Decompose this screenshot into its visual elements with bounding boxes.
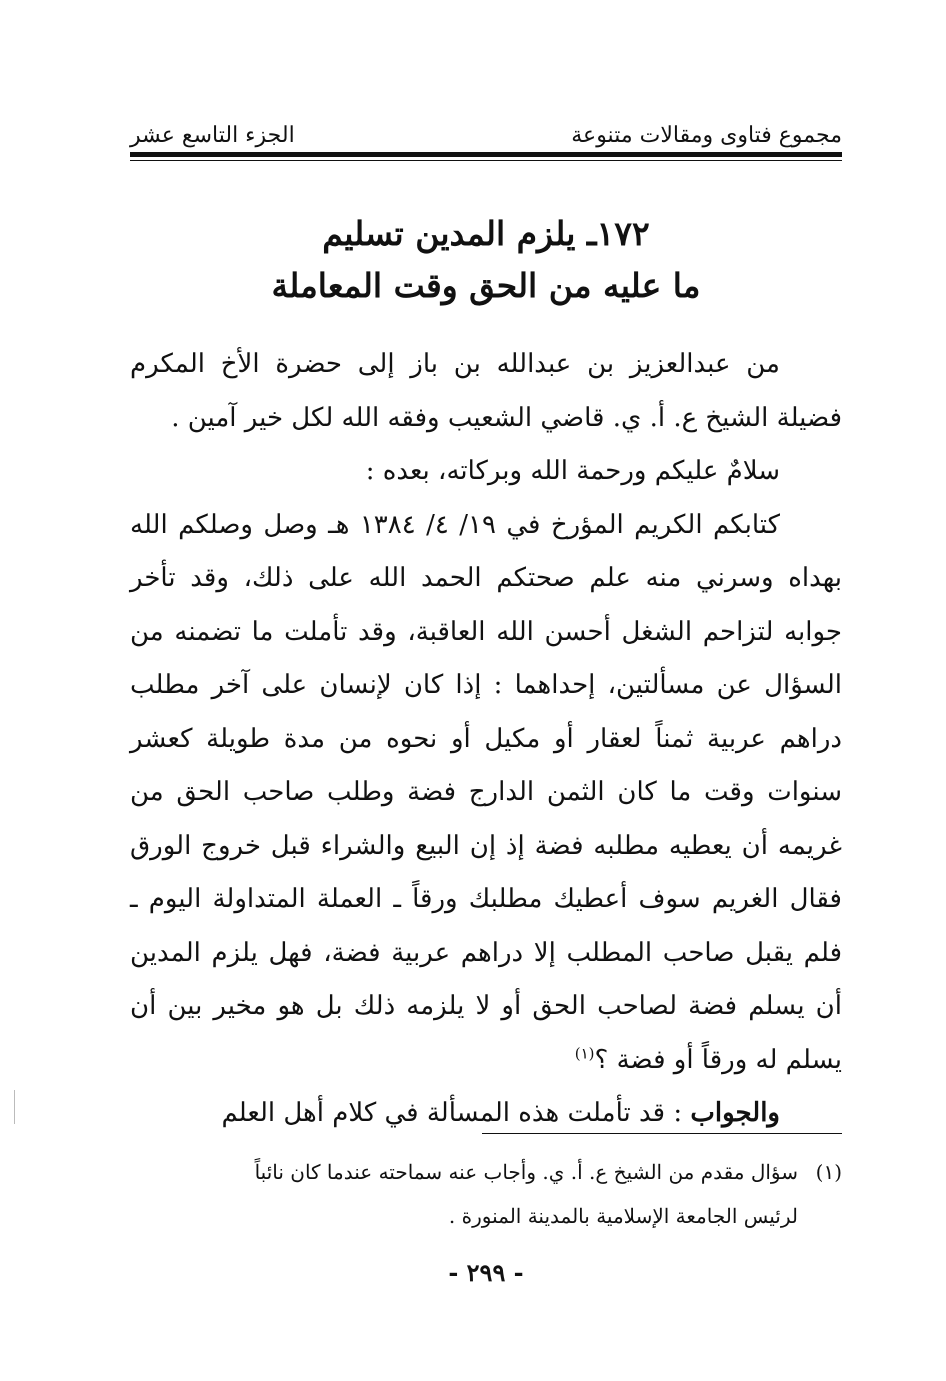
paragraph-salutation: من عبدالعزيز بن عبدالله بن باز إلى حضرة الأخ المكرم فضيلة الشيخ ع. أ. ي. قاضي الشعيب وفقه الله لكل خير آمين . bbox=[130, 349, 842, 433]
footnote-text-1: سؤال مقدم من الشيخ ع. أ. ي. وأجاب عنه سماحته عندما كان نائباً bbox=[254, 1160, 798, 1184]
footnote-number: (١) bbox=[815, 1160, 842, 1184]
header-rule-thin bbox=[130, 160, 842, 161]
answer-text: : قد تأملت هذه المسألة في كلام أهل العلم bbox=[221, 1098, 691, 1128]
footnote bbox=[130, 1150, 842, 1238]
header-volume: الجزء التاسع عشر bbox=[130, 123, 295, 148]
paragraph-greeting: سلامٌ عليكم ورحمة الله وبركاته، بعده : bbox=[365, 456, 780, 486]
article-title-line-2: ما عليه من الحق وقت المعاملة bbox=[271, 266, 701, 305]
footnote-separator bbox=[482, 1133, 842, 1134]
footnote-ref: (١) bbox=[574, 1043, 595, 1062]
article-title bbox=[130, 208, 842, 312]
footnote-line-2: لرئيس الجامعة الإسلامية بالمدينة المنورة . bbox=[448, 1204, 798, 1228]
answer-lead: والجواب bbox=[690, 1098, 780, 1128]
article-title-line-1: ١٧٢ـ يلزم المدين تسليم bbox=[322, 214, 650, 253]
article-body bbox=[130, 338, 842, 1141]
running-header bbox=[130, 112, 842, 148]
header-rule-thick bbox=[130, 152, 842, 157]
page-number: - ٢٩٩ - bbox=[448, 1258, 524, 1287]
footnote-line-1 bbox=[130, 1150, 842, 1194]
paragraph-question bbox=[130, 499, 842, 1088]
margin-mark bbox=[14, 1090, 15, 1124]
question-text: كتابكم الكريم المؤرخ في ١٩/ ٤/ ١٣٨٤ هـ وصل وصلكم الله بهداه وسرني منه علم صحتكم الحمد الله على ذلك، وقد تأخر جوابه لتزاحم الشغل أحسن الله العاقبة، وقد تأملت ما تضمنه من السؤال عن مسألتين، إحداهما : إذا كان لإنسان على آخر مطلب دراهم عربية ثمناً لعقار أو مكيل أو نحوه من مدة طويلة كعشر سنوات وقت ما كان الثمن الدارج فضة وطلب صاحب الحق من غريمه أن يعطيه مطلبه فضة إذ إن البيع والشراء قبل خروج الورق فقال الغريم سوف أعطيك مطلبك ورقاً ـ العملة المتداولة اليوم ـ فلم يقبل صاحب المطلب إلا دراهم عربية فضة، فهل يلزم المدين أن يسلم فضة لصاحب الحق أو لا يلزمه ذلك بل هو مخير بين أن يسلم له ورقاً أو فضة ؟ bbox=[130, 509, 842, 1075]
header-book-title: مجموع فتاوى ومقالات متنوعة bbox=[571, 123, 842, 148]
